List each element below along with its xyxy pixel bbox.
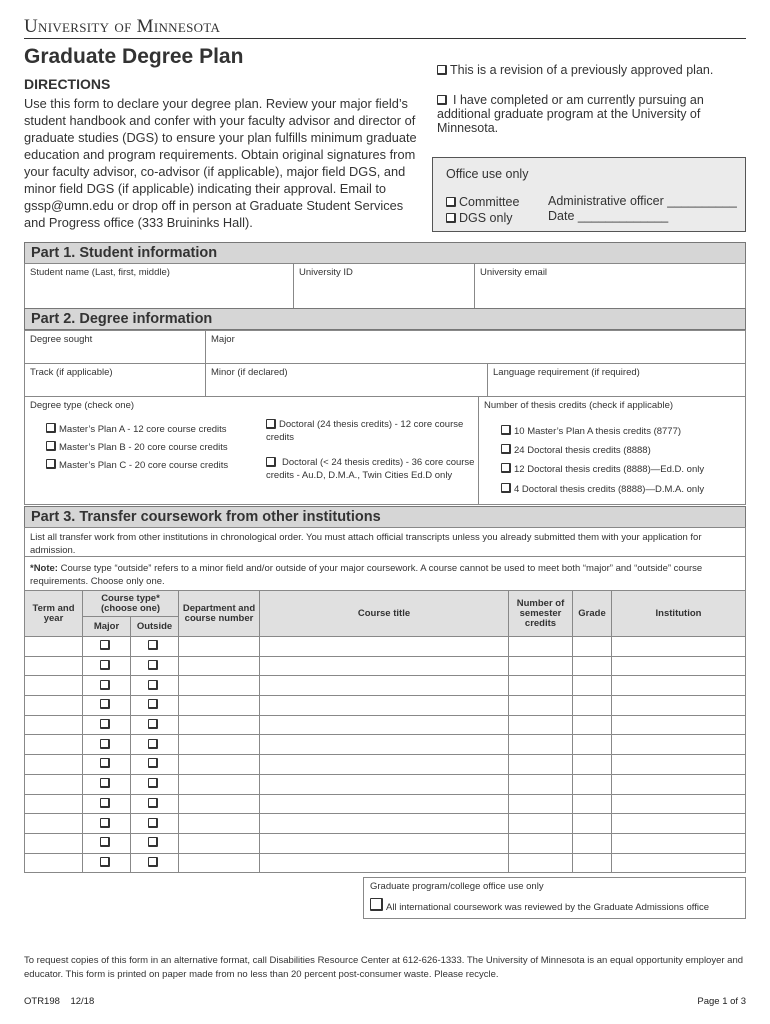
cell-major[interactable] <box>83 696 131 716</box>
degree-option-doctoral-lt24[interactable] <box>266 456 476 482</box>
cell-institution[interactable] <box>612 715 746 735</box>
cell-grade[interactable] <box>573 833 612 853</box>
cell-title[interactable] <box>260 755 509 775</box>
cell-title[interactable] <box>260 774 509 794</box>
option-label: 24 Doctoral thesis credits (8888) <box>514 445 651 456</box>
cell-term[interactable] <box>25 676 83 696</box>
cell-dept[interactable] <box>179 637 260 657</box>
cell-grade[interactable] <box>573 735 612 755</box>
cell-credits[interactable] <box>509 696 573 716</box>
cell-term[interactable] <box>25 774 83 794</box>
table-row <box>25 755 746 775</box>
cell-dept[interactable] <box>179 755 260 775</box>
note-text: Course type “outside” refers to a minor field and/or outside of your major coursework. A course cannot be used to meet both “major” and “outside” course requirements. Choose only one. <box>30 563 703 587</box>
table-row <box>25 833 746 853</box>
table-row <box>25 676 746 696</box>
cell-grade[interactable] <box>573 676 612 696</box>
checkbox[interactable] <box>266 457 276 467</box>
cell-dept[interactable] <box>179 853 260 873</box>
checkbox[interactable] <box>437 95 447 105</box>
cell-grade[interactable] <box>573 715 612 735</box>
cell-title[interactable] <box>260 676 509 696</box>
table-row <box>25 637 746 657</box>
cell-credits[interactable] <box>509 794 573 814</box>
cell-outside[interactable] <box>131 853 179 873</box>
outside-checkbox[interactable] <box>148 719 158 729</box>
graduate-office-box <box>363 877 746 919</box>
outside-checkbox[interactable] <box>148 798 158 808</box>
major-checkbox[interactable] <box>100 719 110 729</box>
option-label: Doctoral (< 24 thesis credits) - 36 core course credits - Au.D, D.M.A., Twin Cities Ed.D only <box>266 457 475 481</box>
cell-title[interactable] <box>260 853 509 873</box>
col-outside: Outside <box>131 617 179 637</box>
cell-major[interactable] <box>83 814 131 834</box>
cell-institution[interactable] <box>612 676 746 696</box>
col-course-type: Course type* (choose one) <box>83 591 179 617</box>
checkbox[interactable] <box>437 65 447 75</box>
cell-major[interactable] <box>83 656 131 676</box>
cell-outside[interactable] <box>131 794 179 814</box>
cell-outside[interactable] <box>131 735 179 755</box>
outside-checkbox[interactable] <box>148 837 158 847</box>
table-row <box>25 696 746 716</box>
cell-institution[interactable] <box>612 814 746 834</box>
outside-checkbox[interactable] <box>148 778 158 788</box>
thesis-option-24[interactable] <box>501 444 651 456</box>
cell-dept[interactable] <box>179 735 260 755</box>
thesis-credits-label: Number of thesis credits (check if applicable) <box>484 400 674 411</box>
col-grade: Grade <box>573 591 612 637</box>
cell-grade[interactable] <box>573 656 612 676</box>
outside-checkbox[interactable] <box>148 680 158 690</box>
cell-outside[interactable] <box>131 774 179 794</box>
directions-text: Use this form to declare your degree plan. Review your major field’s student handbook and confer with your faculty advisor and director of graduate studies (DGS) to ensure your plan fulfills minimum graduate education and program requirements. Obtain original signatures from your faculty advisor, co-advisor (if applicable), major field DGS, and minor field DGS (if applicable) indicating their approval. Email to gssp@umn.edu or drop off in person at Graduate Student Services and Progress office (333 Bruininks Hall). <box>24 96 417 230</box>
outside-checkbox[interactable] <box>148 758 158 768</box>
checkbox[interactable] <box>266 419 276 429</box>
cell-outside[interactable] <box>131 637 179 657</box>
additional-program-checkbox-row[interactable] <box>437 93 727 135</box>
university-email-field[interactable]: University email <box>474 263 746 309</box>
cell-dept[interactable] <box>179 656 260 676</box>
international-review-label: All international coursework was reviewed by the Graduate Admissions office <box>386 902 709 913</box>
checkbox[interactable] <box>501 463 511 473</box>
major-field[interactable]: Major <box>205 330 746 364</box>
committee-option[interactable] <box>446 195 519 209</box>
cell-title[interactable] <box>260 794 509 814</box>
cell-term[interactable] <box>25 853 83 873</box>
degree-type-label: Degree type (check one) <box>30 400 135 411</box>
dgs-only-label: DGS only <box>459 211 513 225</box>
cell-title[interactable] <box>260 696 509 716</box>
cell-credits[interactable] <box>509 637 573 657</box>
cell-outside[interactable] <box>131 696 179 716</box>
cell-institution[interactable] <box>612 774 746 794</box>
cell-dept[interactable] <box>179 833 260 853</box>
major-checkbox[interactable] <box>100 758 110 768</box>
office-use-title: Office use only <box>446 167 529 181</box>
checkbox[interactable] <box>501 444 511 454</box>
minor-field[interactable]: Minor (if declared) <box>205 363 488 397</box>
office-date-field[interactable]: Date _____________ <box>548 209 669 223</box>
option-label: Master’s Plan B - 20 core course credits <box>59 442 228 453</box>
cell-title[interactable] <box>260 735 509 755</box>
major-checkbox[interactable] <box>100 680 110 690</box>
table-row <box>25 656 746 676</box>
outside-checkbox[interactable] <box>148 818 158 828</box>
cell-grade[interactable] <box>573 774 612 794</box>
checkbox[interactable] <box>46 441 56 451</box>
option-label: 12 Doctoral thesis credits (8888)—Ed.D. only <box>514 464 705 475</box>
major-checkbox[interactable] <box>100 778 110 788</box>
outside-checkbox[interactable] <box>148 699 158 709</box>
cell-institution[interactable] <box>612 696 746 716</box>
cell-institution[interactable] <box>612 735 746 755</box>
cell-outside[interactable] <box>131 715 179 735</box>
checkbox[interactable] <box>46 459 56 469</box>
cell-term[interactable] <box>25 696 83 716</box>
major-checkbox[interactable] <box>100 640 110 650</box>
cell-title[interactable] <box>260 715 509 735</box>
col-term: Term and year <box>25 591 83 637</box>
cell-major[interactable] <box>83 774 131 794</box>
cell-credits[interactable] <box>509 853 573 873</box>
cell-outside[interactable] <box>131 755 179 775</box>
part3-header: Part 3. Transfer coursework from other institutions <box>24 506 746 528</box>
note-label: *Note: <box>30 563 58 574</box>
degree-option-plan-b[interactable] <box>46 441 228 453</box>
checkbox[interactable] <box>501 483 511 493</box>
cell-dept[interactable] <box>179 814 260 834</box>
cell-institution[interactable] <box>612 656 746 676</box>
cell-major[interactable] <box>83 755 131 775</box>
option-label: 4 Doctoral thesis credits (8888)—D.M.A. only <box>514 484 705 495</box>
office-use-box <box>432 157 746 232</box>
cell-institution[interactable] <box>612 833 746 853</box>
cell-major[interactable] <box>83 637 131 657</box>
page-title: Graduate Degree Plan <box>24 45 244 68</box>
cell-dept[interactable] <box>179 676 260 696</box>
major-checkbox[interactable] <box>100 699 110 709</box>
degree-option-plan-c[interactable] <box>46 459 228 471</box>
international-review-option[interactable] <box>370 898 739 913</box>
cell-major[interactable] <box>83 676 131 696</box>
major-checkbox[interactable] <box>100 798 110 808</box>
checkbox[interactable] <box>501 425 511 435</box>
cell-title[interactable] <box>260 637 509 657</box>
cell-institution[interactable] <box>612 853 746 873</box>
cell-institution[interactable] <box>612 637 746 657</box>
degree-option-plan-a[interactable] <box>46 423 227 435</box>
outside-checkbox[interactable] <box>148 739 158 749</box>
university-logo: University of Minnesota <box>24 16 221 37</box>
part3-intro: List all transfer work from other institutions in chronological order. You must attach official transcripts unless you already submitted them with your application for admission. <box>24 527 746 557</box>
cell-title[interactable] <box>260 814 509 834</box>
cell-grade[interactable] <box>573 794 612 814</box>
table-row <box>25 794 746 814</box>
option-label: Master’s Plan C - 20 core course credits <box>59 460 229 471</box>
cell-dept[interactable] <box>179 696 260 716</box>
major-checkbox[interactable] <box>100 818 110 828</box>
transfer-coursework-table <box>24 590 746 873</box>
part2-header: Part 2. Degree information <box>24 308 746 330</box>
cell-credits[interactable] <box>509 656 573 676</box>
admin-officer-field[interactable]: Administrative officer __________ <box>548 194 737 208</box>
cell-institution[interactable] <box>612 794 746 814</box>
major-checkbox[interactable] <box>100 857 110 867</box>
directions-heading: DIRECTIONS <box>24 76 111 92</box>
thesis-option-4[interactable] <box>501 483 704 495</box>
cell-outside[interactable] <box>131 676 179 696</box>
committee-label: Committee <box>459 195 520 209</box>
outside-checkbox[interactable] <box>148 640 158 650</box>
cell-outside[interactable] <box>131 833 179 853</box>
cell-outside[interactable] <box>131 814 179 834</box>
cell-credits[interactable] <box>509 676 573 696</box>
cell-grade[interactable] <box>573 637 612 657</box>
cell-major[interactable] <box>83 715 131 735</box>
option-label: 10 Master’s Plan A thesis credits (8777) <box>514 426 682 437</box>
checkbox[interactable] <box>46 423 56 433</box>
cell-term[interactable] <box>25 656 83 676</box>
revision-checkbox-row[interactable] <box>437 63 713 77</box>
outside-checkbox[interactable] <box>148 660 158 670</box>
form-date: 12/18 <box>70 996 95 1007</box>
cell-title[interactable] <box>260 656 509 676</box>
degree-sought-field[interactable]: Degree sought <box>24 330 206 364</box>
checkbox[interactable] <box>446 213 456 223</box>
cell-term[interactable] <box>25 833 83 853</box>
student-name-field[interactable]: Student name (Last, first, middle) <box>24 263 294 309</box>
col-credits: Number of semester credits <box>509 591 573 637</box>
major-checkbox[interactable] <box>100 739 110 749</box>
university-id-field[interactable]: University ID <box>293 263 475 309</box>
cell-credits[interactable] <box>509 715 573 735</box>
thesis-option-10[interactable] <box>501 425 681 437</box>
cell-term[interactable] <box>25 735 83 755</box>
cell-title[interactable] <box>260 833 509 853</box>
cell-major[interactable] <box>83 735 131 755</box>
table-row <box>25 853 746 873</box>
form-id <box>24 996 94 1007</box>
cell-dept[interactable] <box>179 774 260 794</box>
cell-grade[interactable] <box>573 755 612 775</box>
option-label: Master’s Plan A - 12 core course credits <box>59 424 227 435</box>
table-row <box>25 814 746 834</box>
table-row <box>25 735 746 755</box>
part1-header: Part 1. Student information <box>24 242 746 264</box>
cell-grade[interactable] <box>573 696 612 716</box>
degree-option-doctoral-24[interactable] <box>266 418 466 444</box>
cell-dept[interactable] <box>179 794 260 814</box>
checkbox[interactable] <box>446 197 456 207</box>
checkbox[interactable] <box>370 898 383 911</box>
col-dept: Department and course number <box>179 591 260 637</box>
cell-credits[interactable] <box>509 755 573 775</box>
major-checkbox[interactable] <box>100 837 110 847</box>
cell-term[interactable] <box>25 814 83 834</box>
cell-institution[interactable] <box>612 755 746 775</box>
cell-credits[interactable] <box>509 735 573 755</box>
cell-major[interactable] <box>83 794 131 814</box>
major-checkbox[interactable] <box>100 660 110 670</box>
cell-credits[interactable] <box>509 833 573 853</box>
header-rule <box>24 38 746 39</box>
cell-major[interactable] <box>83 853 131 873</box>
option-label: Doctoral (24 thesis credits) - 12 core course credits <box>266 419 464 443</box>
col-institution: Institution <box>612 591 746 637</box>
graduate-office-title: Graduate program/college office use only <box>370 881 544 892</box>
revision-label: This is a revision of a previously approved plan. <box>450 63 714 77</box>
col-title: Course title <box>260 591 509 637</box>
outside-checkbox[interactable] <box>148 857 158 867</box>
language-field[interactable]: Language requirement (if required) <box>487 363 746 397</box>
dgs-only-option[interactable] <box>446 211 513 225</box>
table-row <box>25 774 746 794</box>
thesis-option-12[interactable] <box>501 463 704 475</box>
col-major: Major <box>83 617 131 637</box>
cell-credits[interactable] <box>509 774 573 794</box>
cell-grade[interactable] <box>573 853 612 873</box>
cell-dept[interactable] <box>179 715 260 735</box>
cell-term[interactable] <box>25 755 83 775</box>
cell-term[interactable] <box>25 637 83 657</box>
track-field[interactable]: Track (if applicable) <box>24 363 206 397</box>
cell-credits[interactable] <box>509 814 573 834</box>
cell-major[interactable] <box>83 833 131 853</box>
part3-note <box>24 556 746 591</box>
cell-term[interactable] <box>25 794 83 814</box>
additional-program-label: I have completed or am currently pursuing an additional graduate program at the University of Minnesota. <box>437 93 704 135</box>
footer-notice: To request copies of this form in an alternative format, call Disabilities Resource Center at 612-626-1333. The University of Minnesota is an equal opportunity employer and educator. This form is printed on paper made from no less than 20 percent post-consumer waste. Please recycle. <box>24 955 744 980</box>
form-number: OTR198 <box>24 996 60 1007</box>
cell-term[interactable] <box>25 715 83 735</box>
page-number: Page 1 of 3 <box>697 996 746 1007</box>
table-row <box>25 715 746 735</box>
cell-grade[interactable] <box>573 814 612 834</box>
cell-outside[interactable] <box>131 656 179 676</box>
